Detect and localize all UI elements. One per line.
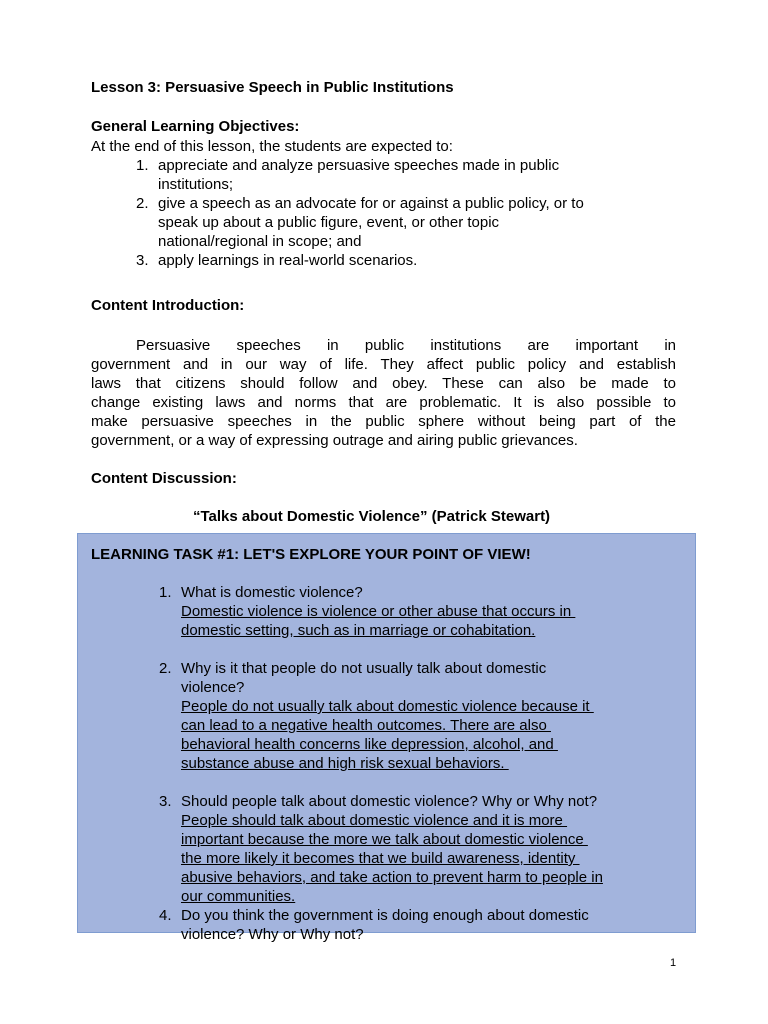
answer-line: People do not usually talk about domestic violence because it bbox=[181, 698, 594, 715]
paragraph-line: laws that citizens should follow and obey. These can also be made to bbox=[91, 375, 676, 392]
question-line: Should people talk about domestic violence? Why or Why not? bbox=[181, 793, 598, 810]
answer-line: substance abuse and high risk sexual behaviors. bbox=[181, 755, 509, 772]
objective-number: 3. bbox=[136, 252, 149, 269]
answer-line: Domestic violence is violence or other abuse that occurs in bbox=[181, 603, 576, 620]
answer-line: can lead to a negative health outcomes. There are also bbox=[181, 717, 551, 734]
speech-title: “Talks about Domestic Violence” (Patrick Stewart) bbox=[193, 508, 551, 525]
objective-number: 1. bbox=[136, 157, 149, 174]
page-number: 1 bbox=[670, 957, 677, 969]
lesson-title: Lesson 3: Persuasive Speech in Public Institutions bbox=[91, 79, 454, 96]
content-discussion-heading: Content Discussion: bbox=[91, 470, 237, 487]
content-intro-paragraph bbox=[91, 336, 676, 450]
answer-line: our communities. bbox=[181, 888, 296, 905]
objective-item bbox=[91, 251, 671, 270]
question-item bbox=[78, 659, 688, 792]
question-line: What is domestic violence? bbox=[181, 584, 363, 601]
question-number: 3. bbox=[159, 793, 172, 810]
paragraph-line: government and in our way of life. They affect public policy and establish bbox=[91, 356, 676, 373]
answer-line: the more likely it becomes that we build awareness, identity bbox=[181, 850, 580, 867]
question-line: Why is it that people do not usually talk about domestic bbox=[181, 660, 547, 677]
answer-text bbox=[181, 602, 688, 640]
objective-line: speak up about a public figure, event, or other topic bbox=[158, 214, 500, 231]
objective-line: apply learnings in real-world scenarios. bbox=[158, 252, 418, 269]
question-text bbox=[181, 792, 688, 811]
question-item bbox=[78, 906, 688, 944]
objective-item bbox=[91, 194, 671, 251]
question-item bbox=[78, 792, 688, 906]
answer-line: abusive behaviors, and take action to prevent harm to people in bbox=[181, 869, 603, 886]
objectives-heading: General Learning Objectives: bbox=[91, 118, 300, 135]
objectives-list bbox=[91, 156, 671, 270]
paragraph-line: make persuasive speeches in the public sphere without being part of the bbox=[91, 413, 676, 430]
question-item bbox=[78, 583, 688, 659]
question-line: Do you think the government is doing enough about domestic bbox=[181, 907, 589, 924]
question-list bbox=[78, 583, 688, 944]
objectives-intro: At the end of this lesson, the students are expected to: bbox=[91, 138, 453, 155]
question-number: 1. bbox=[159, 584, 172, 601]
question-number: 2. bbox=[159, 660, 172, 677]
answer-line: behavioral health concerns like depression, alcohol, and bbox=[181, 736, 558, 753]
answer-text bbox=[181, 697, 688, 773]
objective-line: give a speech as an advocate for or against a public policy, or to bbox=[158, 195, 584, 212]
question-line: violence? Why or Why not? bbox=[181, 926, 364, 943]
question-text bbox=[181, 659, 688, 697]
paragraph-line: government, or a way of expressing outrage and airing public grievances. bbox=[91, 432, 578, 449]
paragraph-line: change existing laws and norms that are problematic. It is also possible to bbox=[91, 394, 676, 411]
objective-item bbox=[91, 156, 671, 194]
content-intro-heading: Content Introduction: bbox=[91, 297, 245, 314]
answer-text bbox=[181, 811, 688, 906]
question-number: 4. bbox=[159, 907, 172, 924]
question-text bbox=[181, 906, 688, 944]
objective-line: appreciate and analyze persuasive speeches made in public bbox=[158, 157, 560, 174]
objective-number: 2. bbox=[136, 195, 149, 212]
answer-line: domestic setting, such as in marriage or cohabitation. bbox=[181, 622, 536, 639]
answer-line: important because the more we talk about domestic violence bbox=[181, 831, 588, 848]
objective-line: institutions; bbox=[158, 176, 234, 193]
question-text bbox=[181, 583, 688, 602]
learning-task-title: LEARNING TASK #1: LET'S EXPLORE YOUR POINT OF VIEW! bbox=[91, 546, 531, 563]
learning-task-box bbox=[77, 533, 696, 943]
answer-line: People should talk about domestic violence and it is more bbox=[181, 812, 568, 829]
objective-line: national/regional in scope; and bbox=[158, 233, 362, 250]
question-line: violence? bbox=[181, 679, 245, 696]
paragraph-line: Persuasive speeches in public institutions are important in bbox=[136, 337, 676, 354]
